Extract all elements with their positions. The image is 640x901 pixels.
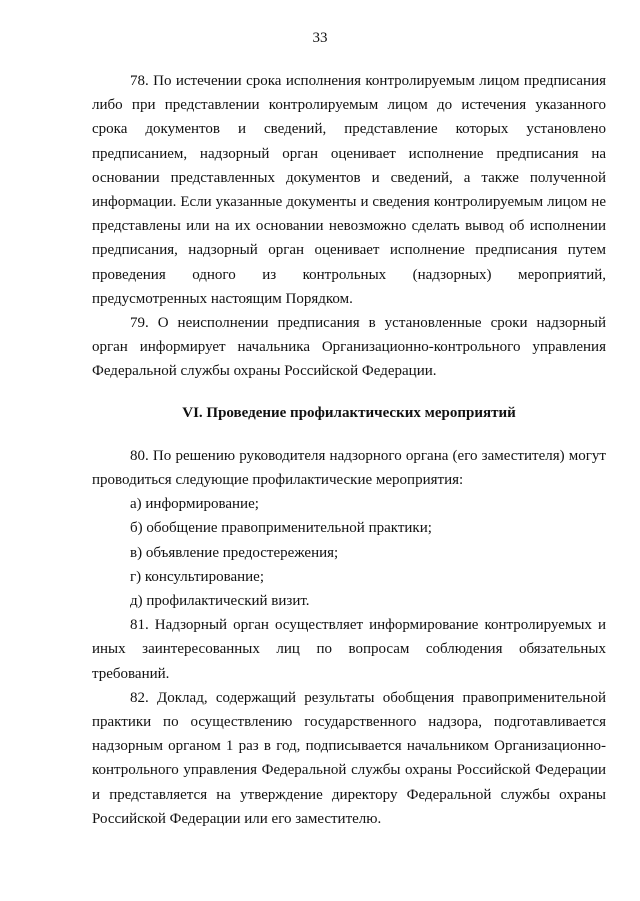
list-item: б) обобщение правоприменительной практики;: [130, 520, 432, 537]
list-item: в) объявление предостережения;: [130, 544, 339, 561]
paragraph-78: 78. По истечении срока исполнения контролируемым лицом предписания либо при представлении контролируемым лицом до истечения указанного срока документов и сведений, представление которых установлено предписанием, надзорный орган оценивает исполнение предписания на основании представленных документов и сведений, а также полученной информации. Если указанные документы и сведения контролируемым лицом не представлены или на их основании невозможно сделать вывод об исполнении предписания, надзорный орган оценивает исполнение предписания путем проведения одного из контрольных (надзорных) мероприятий, предусмотренных настоящим Порядком.: [92, 73, 606, 307]
paragraph-81: 81. Надзорный орган осуществляет информирование контролируемых и иных заинтересованных лиц по вопросам соблюдения обязательных требований.: [92, 617, 606, 682]
paragraph-80: 80. По решению руководителя надзорного органа (его заместителя) могут проводиться следующие профилактические мероприятия:: [92, 447, 606, 489]
list-item: г) консультирование;: [130, 568, 265, 585]
paragraph-82: 82. Доклад, содержащий результаты обобщения правоприменительной практики по осуществлению государственного надзора, подготавливается надзорным органом 1 раз в год, подписывается начальником Организационно-контрольного управления Федеральной службы охраны Российской Федерации и представляется на утверждение директору Федеральной службы охраны Российской Федерации или его заместителю.: [92, 689, 606, 827]
paragraph-79: 79. О неисполнении предписания в установленные сроки надзорный орган информирует начальника Организационно-контрольного управления Федеральной службы охраны Российской Федерации.: [92, 315, 606, 380]
page-number: 33: [312, 30, 328, 46]
section-heading: VI. Проведение профилактических мероприятий: [182, 404, 516, 421]
list-item: д) профилактический визит.: [130, 593, 310, 610]
list-item: а) информирование;: [130, 496, 259, 513]
document-body: [92, 69, 606, 831]
